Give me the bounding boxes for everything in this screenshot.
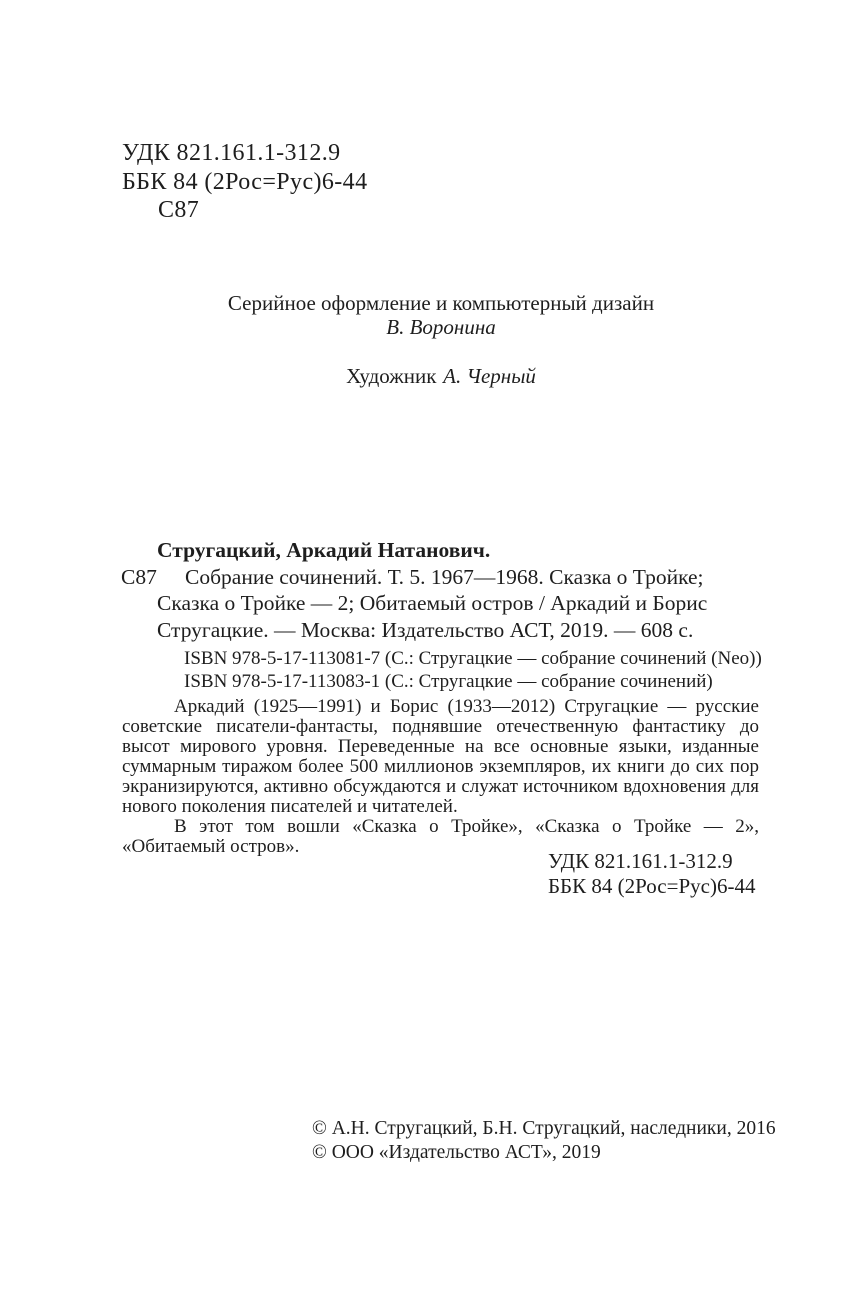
design-credit-label: Серийное оформление и компьютерный дизайн: [227, 291, 655, 315]
udk-number: УДК 821.161.1-312.9: [122, 140, 341, 166]
artist-credit: [122, 364, 760, 388]
catalog-entry: [121, 537, 769, 643]
annotation-paragraph: В этот том вошли «Сказка о Тройке», «Сказка о Тройке — 2», «Обитаемый остров».: [122, 816, 759, 857]
bbk-number-bottom: ББК 84 (2Рос=Рус)6-44: [548, 873, 756, 898]
bbk-number: ББК 84 (2Рос=Рус)6-44: [122, 168, 368, 195]
design-credit: [122, 291, 760, 339]
copyright-line: © ООО «Издательство АСТ», 2019: [312, 1141, 601, 1163]
copyright-block: [312, 1117, 776, 1164]
artist-label: Художник: [346, 364, 437, 388]
designer-name: В. Воронина: [386, 315, 496, 339]
author-heading: Стругацкий, Аркадий Натанович.: [157, 538, 491, 562]
isbn-line: ISBN 978-5-17-113083-1 (С.: Стругацкие — собрание сочинений): [184, 670, 713, 692]
isbn-line: ISBN 978-5-17-113081-7 (С.: Стругацкие — собрание сочинений (Neo)): [184, 648, 762, 669]
udk-number-bottom: УДК 821.161.1-312.9: [548, 849, 733, 873]
classification-block-bottom: [548, 849, 755, 898]
isbn-block: [184, 648, 762, 693]
catalog-line: Собрание сочинений. Т. 5. 1967—1968. Сказка о Тройке;: [185, 564, 704, 589]
annotation-paragraph: Аркадий (1925—1991) и Борис (1933—2012) Стругацкие — русские советские писатели-фантасты, поднявшие отечественную фантастику до высот мирового уровня. Переведенные на все основные языки, изданные суммарным тиражом более 500 миллионов экземпляров, их книги до сих пор экранизируются, активно обсуждаются и служат источником вдохновения для нового поколения писателей и читателей.: [122, 696, 759, 817]
catalog-description: [121, 564, 769, 644]
artist-name: А. Черный: [443, 364, 536, 388]
catalog-line: Стругацкие. — Москва: Издательство АСТ, 2019. — 608 с.: [157, 617, 694, 642]
classification-block-top: [122, 139, 367, 225]
catalog-line: Сказка о Тройке — 2; Обитаемый остров / Аркадий и Борис: [157, 591, 708, 615]
author-sign-code: С87: [158, 197, 200, 223]
catalog-author-sign: С87: [121, 564, 157, 589]
annotation: [122, 697, 759, 857]
copyright-line: © А.Н. Стругацкий, Б.Н. Стругацкий, наследники, 2016: [312, 1118, 776, 1139]
